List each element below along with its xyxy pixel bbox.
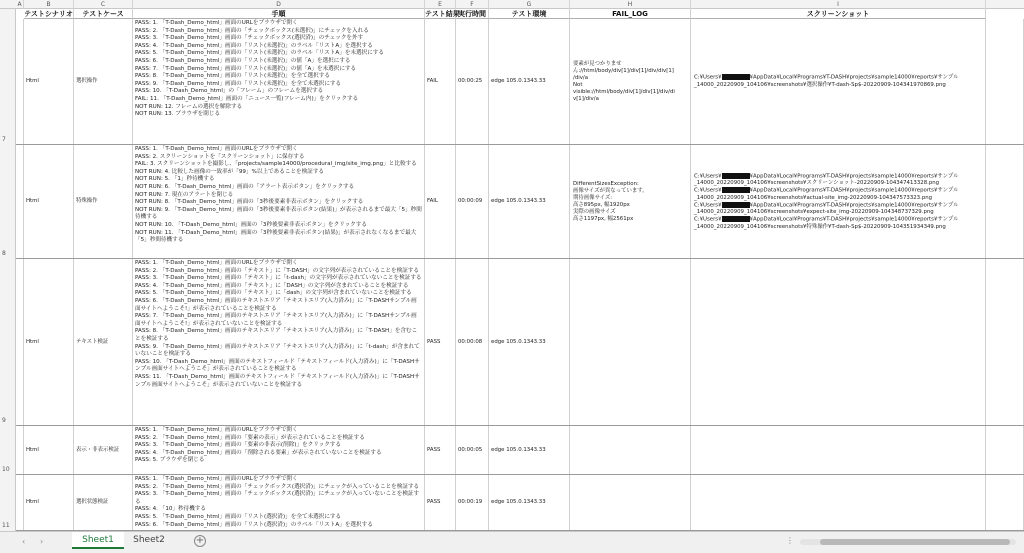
horizontal-scrollbar[interactable] [800,539,1016,545]
path-prefix: _14000_20220909_104106¥screenshots¥特殊操作¥T-dash-Sp$-20220909-104351934349.png [694,223,946,230]
result-cell[interactable]: PASS [425,475,456,530]
step-line: PASS: 2. スクリーンショットを「スクリーンショット」に保存する [135,153,305,160]
column-letter-i[interactable]: I [691,0,986,9]
env-cell[interactable]: edge 105.0.1343.33 [489,259,570,425]
step-line: PASS: 7. 「T-Dash_Demo_html」画面のテキストエリア「テキストエリア(入力済み)」に「T-DASHサンプル画面サイトへようこそ!」が表示されていないことを検証する [135,313,417,327]
blank-cell[interactable] [986,19,1024,144]
path-suffix: ¥AppData¥Local¥Programs¥T-DASH¥projects¥sample14000¥reports¥サンプル [749,216,959,223]
step-line: PASS: 5. 「T-Dash_Demo_html」画面の「リスト(選択済)」を全て未選択にする [135,513,342,520]
faillog-line: 画像サイズが異なっています。 [573,187,648,194]
path-suffix: ¥AppData¥Local¥Programs¥T-DASH¥projects¥sample14000¥reports¥サンプル [749,187,959,194]
step-line: PASS: 1. 「T-Dash_Demo_html」画面のURLをブラウザで開く [135,20,298,26]
column-letter-d[interactable]: D [133,0,425,9]
header-cell[interactable]: テストケース [74,9,133,19]
step-line: PASS: 6. 「T-Dash_Demo_html」画面のテキストエリア「テキストエリア(入力済み)」に「T-DASHサンプル画面サイトへようこそ!」が表示されていることを検証する [135,297,417,312]
blank-cell[interactable] [986,259,1024,425]
step-line: PASS: 3. 「T-Dash_Demo_html」画面の「チェックボックス(選択済)」にチェックが入っていないことを検証する [135,491,420,505]
steps-cell[interactable] [133,19,425,144]
blank-cell[interactable] [16,19,24,144]
step-line: PASS: 3. 「T-Dash_Demo_html」画面の「テキスト」に「t-dash」の文字列が表示されていないことを検証する [135,275,422,282]
header-cell[interactable]: テスト環境 [489,9,570,19]
sheet-tab-bar [0,531,1024,553]
step-line: PASS: 1. 「T-Dash_Demo_html」画面のURLをブラウザで開く [135,260,298,266]
time-cell[interactable]: 00:00:08 [456,259,489,425]
faillog-line: visible://html/body/div[1]/div[1]/div/di [573,88,675,95]
table-row [16,145,1024,259]
step-line: PASS: 4. 「T-Dash_Demo_html」画面の「テキスト」に「DASH」の文字列が含まれていることを検証する [135,282,409,289]
faillog-cell[interactable] [570,145,691,258]
column-letter-g[interactable]: G [489,0,570,9]
scenario-cell[interactable]: Html [24,259,74,425]
faillog-text [573,181,648,223]
step-line: PASS: 1. 「T-Dash_Demo_html」画面のURLをブラウザで開く [135,476,298,482]
column-letter-c[interactable]: C [74,0,133,9]
scrollbar-thumb[interactable] [820,539,1010,545]
step-line: PASS: 11. 「T-Dash_Demo_html」画面のテキストフィールド「テキストフィールド(入力済み)」に「T-DASHサンプル画面サイトへようこそ」が表示されていないことを検証する [135,373,420,388]
row-number[interactable]: 11 [2,522,10,529]
step-line: PASS: 4. 「T-Dash_Demo_html」画面の「削除される要素」が表示されていないことを検証する [135,449,382,456]
row-number[interactable]: 9 [2,417,6,424]
step-line: PASS: 6. 「T-Dash_Demo_html」画面の「リスト(選択済)」のラベル「リストA」を選択する [135,521,373,528]
step-line: PASS: 1. 「T-Dash_Demo_html」画面のURLをブラウザで開く [135,427,298,433]
step-line: NOT RUN: 8. 「T-Dash_Demo_html」画面の「3秒後要素非表示ボタン」をクリックする [135,199,364,206]
steps-cell[interactable] [133,145,425,258]
row-number[interactable]: 7 [2,136,6,143]
step-line: PASS: 3. 「T-Dash_Demo_html」画面の「要素の非表示(削除)」をクリックする [135,442,341,449]
header-cell[interactable]: テスト結果 [425,10,460,18]
column-header-bar [0,0,1024,9]
path-prefix: C:¥Users¥ [694,216,722,223]
screenshot-path-line [694,202,959,210]
screenshot-path-line [694,180,959,187]
path-prefix: C:¥Users¥ [694,74,722,81]
result-cell[interactable]: PASS [425,426,456,474]
column-letter-h[interactable]: H [570,0,691,9]
more-icon[interactable]: ⋮ [786,536,794,545]
column-letter-f[interactable]: F [456,0,489,9]
screenshot-paths [694,173,959,231]
path-prefix: _14000_20220909_104106¥screenshots¥選択操作¥T-dash-Sp$-20220909-104341970869.png [694,81,946,88]
redaction-mask [722,187,750,193]
step-line: PASS: 10. 「T-Dash_Demo_html」の「フレーム」のフレームを選択する [135,88,324,95]
step-line: PASS: 8. 「T-Dash_Demo_html」画面のテキストエリア「テキストエリア(入力済み)」に「T-DASH」を含むことを検証する [135,328,418,342]
case-cell[interactable]: 表示・非表示検証 [74,426,133,474]
case-cell[interactable]: 特殊操作 [74,145,133,258]
faillog-line: 高さ1197px, 幅2561px [573,215,634,222]
step-line: NOT RUN: 7. 現在のアラートを閉じる [135,191,234,198]
scenario-cell[interactable]: Html [24,19,74,144]
faillog-line: 高さ895px, 幅1920px [573,201,630,208]
step-line: PASS: 3. 「T-Dash_Demo_html」画面の「チェックボックス(選択済)」のチェックを外す [135,35,364,42]
result-cell[interactable]: FAIL [425,145,456,258]
table-row [16,259,1024,426]
steps-cell[interactable] [133,475,425,530]
row-header-bar [0,9,16,531]
redaction-mask [722,173,750,179]
table-row [16,19,1024,145]
faillog-cell[interactable] [570,475,691,530]
steps-cell[interactable] [133,426,425,474]
path-prefix: _14000_20220909_104106¥screenshots¥expect-site_img-20220909-104348737329.png [694,209,934,215]
step-line: NOT RUN: 9. 「T-Dash_Demo_html」画面の「3秒後要素非表示ボタン(結果)」が表示されるまで最大「5」秒間待機する [135,206,422,221]
step-line: PASS: 6. 「T-Dash_Demo_html」画面の「リスト(未選択)」の値「A」を選択にする [135,57,351,64]
blank-cell[interactable] [986,426,1024,474]
env-cell[interactable]: edge 105.0.1343.33 [489,19,570,144]
time-cell[interactable]: 00:00:25 [456,19,489,144]
screenshot-path-line [694,224,959,231]
step-line: NOT RUN: 4. 比較した画像の一致率が「99」%以上であることを検証する [135,168,325,175]
screenshot-cell[interactable] [691,145,986,258]
case-cell[interactable]: 選択操作 [74,19,133,144]
row-number[interactable]: 10 [2,466,10,473]
screenshot-path-line [694,74,959,82]
screenshot-path-line [694,195,959,202]
blank-cell[interactable] [16,145,24,258]
step-line: PASS: 7. 「T-Dash_Demo_html」画面の「リスト(未選択)」の値「A」を未選択にする [135,65,357,72]
blank-cell[interactable] [986,475,1024,530]
step-line: PASS: 10. 「T-Dash_Demo_html」画面のテキストフィールド「テキストフィールド(入力済み)」に「T-DASHサンプル画面サイトへようこそ」が表示されていることを検証する [135,358,420,373]
faillog-line: Not [573,81,583,88]
faillog-line: 要素が見つかりませ [573,60,622,67]
screenshot-cell[interactable] [691,475,986,530]
screenshot-path-line [694,82,959,89]
header-cell[interactable]: スクリーンショット [691,9,986,19]
time-cell[interactable]: 00:00:05 [456,426,489,474]
column-letter-b[interactable]: B [24,0,74,9]
step-line: PASS: 5. ブラウザを閉じる [135,457,205,464]
env-cell[interactable]: edge 105.0.1343.33 [489,426,570,474]
step-line: NOT RUN: 6. 「T-Dash_Demo_html」画面の「アラート表示ボタン」をクリックする [135,183,355,190]
faillog-cell[interactable] [570,19,691,144]
case-cell[interactable]: テキスト検証 [74,259,133,425]
blank-cell[interactable] [986,145,1024,258]
row-number[interactable]: 8 [2,250,6,257]
scenario-cell[interactable]: Html [24,426,74,474]
step-line: PASS: 9. 「T-Dash_Demo_html」画面のテキストエリア「テキストエリア(入力済み)」に「t-dash」が含まれていないことを検証する [135,343,420,358]
result-cell[interactable]: FAIL [425,19,456,144]
blank-cell[interactable] [16,426,24,474]
result-cell[interactable]: PASS [425,259,456,425]
faillog-line: 実際の画像サイズ [573,208,616,215]
screenshot-paths [694,74,959,89]
step-line: PASS: 2. 「T-Dash_Demo_html」画面の「テキスト」に「T-DASH」の文字列が表示されていることを検証する [135,267,419,274]
step-line: NOT RUN: 5. 「1」秒待機する [135,176,215,183]
table-row [16,475,1024,531]
column-letter-e[interactable]: E [425,0,456,9]
case-cell[interactable]: 選択状態検証 [74,475,133,530]
redaction-mask [722,74,750,80]
header-cell[interactable]: FAIL_LOG [570,9,691,19]
step-line: NOT RUN: 11. 「T-Dash_Demo_html」画面の「3秒後要素非表示ボタン(結果)」が表示されなくなるまで最大「5」秒間待機する [135,229,417,244]
screenshot-path-line [694,216,959,224]
screenshot-cell[interactable] [691,259,986,425]
path-suffix: ¥AppData¥Local¥Programs¥T-DASH¥projects¥sample14000¥reports¥サンプル [749,74,959,81]
header-cell[interactable]: 手順 [133,9,425,19]
step-line: FAIL: 11. 「T-Dash_Demo_html」画面の「ニュース一覧(フレーム内)」をクリックする [135,95,359,102]
screenshot-path-line [694,209,959,216]
redaction-mask [722,202,750,208]
screenshot-path-line [694,187,959,195]
time-cell[interactable]: 00:00:09 [456,145,489,258]
header-cell[interactable]: 実行時間 [456,9,489,19]
step-line: PASS: 8. 「T-Dash_Demo_html」画面の「リスト(未選択)」を全て選択する [135,73,330,80]
faillog-line: 期待画像サイズ: [573,194,613,201]
faillog-line: DifferentSizesException: [573,180,639,187]
step-line: PASS: 5. 「T-Dash_Demo_html」画面の「リスト(未選択)」のラベル「リストA」を未選択にする [135,50,384,57]
faillog-line: ん://html/body/div[1]/div[1]/div/div[1] [573,67,674,74]
tab-sheet2[interactable]: Sheet2 [133,535,165,545]
scenario-cell[interactable]: Html [24,145,74,258]
header-cell[interactable]: テストシナリオ [24,10,73,18]
redaction-mask [722,216,750,222]
blank-cell[interactable] [16,259,24,425]
column-letter-a[interactable]: A [16,0,24,9]
tab-scroll-left-icon[interactable]: ‹ [22,537,26,546]
path-prefix: C:¥Users¥ [694,173,722,179]
step-line: PASS: 1. 「T-Dash_Demo_html」画面のURLをブラウザで開く [135,146,298,152]
path-prefix: C:¥Users¥ [694,187,722,194]
step-line: PASS: 2. 「T-Dash_Demo_html」画面の「チェックボックス(未選択)」にチェックを入れる [135,27,369,34]
env-cell[interactable]: edge 105.0.1343.33 [489,145,570,258]
screenshot-cell[interactable] [691,426,986,474]
env-cell[interactable]: edge 105.0.1343.33 [489,475,570,530]
tab-sheet1[interactable]: Sheet1 [72,532,124,549]
step-line: NOT RUN: 10. 「T-Dash_Demo_html」画面の「3秒後要素非表示ボタン」をクリックする [135,221,367,228]
step-line: PASS: 2. 「T-Dash_Demo_html」画面の「要素の表示」が表示されていることを検証する [135,434,365,441]
cell-grid [16,9,1024,531]
time-cell[interactable]: 00:00:19 [456,475,489,530]
faillog-cell[interactable] [570,426,691,474]
table-row [16,426,1024,475]
faillog-cell[interactable] [570,259,691,425]
step-line: PASS: 4. 「10」秒待機する [135,506,206,513]
faillog-text [573,61,675,103]
scenario-cell[interactable]: Html [24,475,74,530]
steps-cell[interactable] [133,259,425,425]
step-line: PASS: 5. 「T-Dash_Demo_html」画面の「テキスト」に「dash」の文字列が含まれていないことを検証する [135,290,412,297]
faillog-line: /div/a [573,74,589,81]
path-suffix: ¥AppData¥Local¥Programs¥T-DASH¥projects¥sample14000¥reports¥サンプル [749,202,959,208]
screenshot-cell[interactable] [691,19,986,144]
step-line: PASS: 4. 「T-Dash_Demo_html」画面の「リスト(未選択)」のラベル「リストA」を選択する [135,42,373,49]
step-line: PASS: 9. 「T-Dash_Demo_html」画面の「リスト(未選択)」を全て未選択にする [135,80,342,87]
tab-scroll-right-icon[interactable]: › [40,537,44,546]
step-line: PASS: 2. 「T-Dash_Demo_html」画面の「チェックボックス(選択済)」にチェックが入っていることを検証する [135,483,420,490]
path-prefix: _14000_20220909_104106¥screenshots¥actual-site_img-20220909-104347573323.png [694,194,933,201]
path-prefix: C:¥Users¥ [694,202,722,208]
screenshot-path-line [694,173,959,181]
step-line: FAIL: 3. スクリーンショットを撮影し、「projects/sample14000/procedural_img/site_img.png」と比較する [135,161,417,168]
add-sheet-button[interactable]: + [195,535,205,546]
step-line: NOT RUN: 12. フレームの選択を解除する [135,103,243,110]
step-line: NOT RUN: 13. ブラウザを閉じる [135,111,221,118]
faillog-line: v[1]/div/a [573,95,599,102]
blank-cell[interactable] [16,475,24,530]
path-suffix: ¥AppData¥Local¥Programs¥T-DASH¥projects¥sample14000¥reports¥サンプル [749,173,959,179]
path-prefix: _14000_20220909_104106¥screenshots¥スクリーンショット-20220909-104347413328.png [694,180,940,186]
